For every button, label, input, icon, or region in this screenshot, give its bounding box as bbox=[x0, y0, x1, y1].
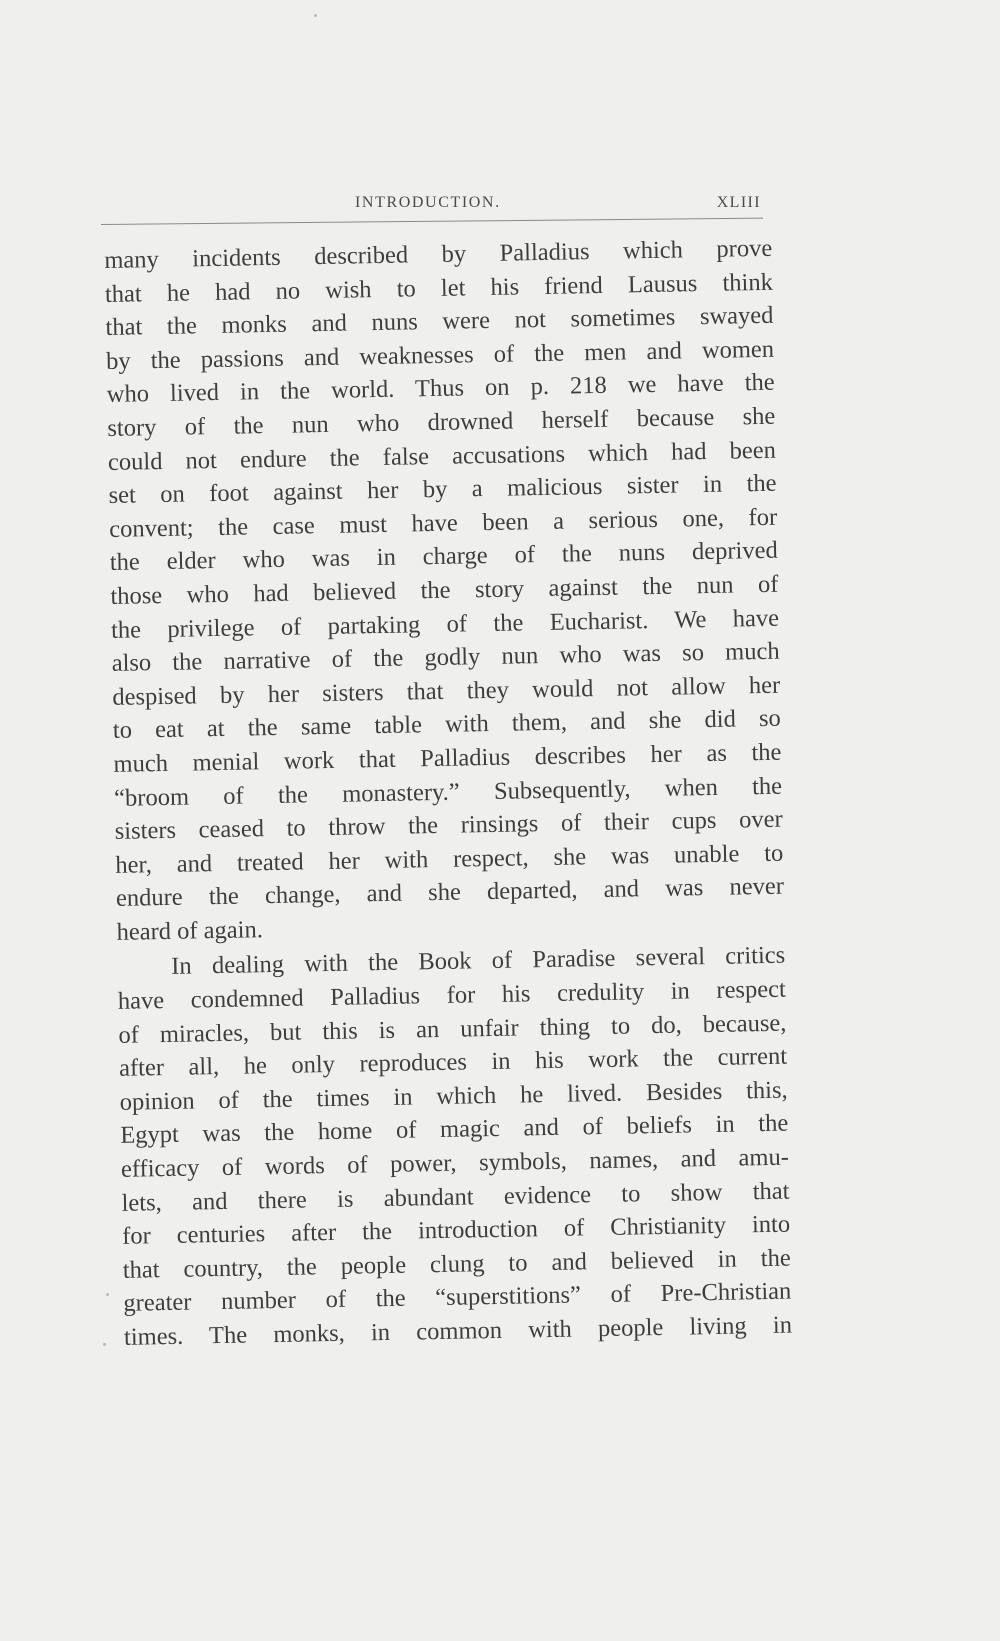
text-line: Egypt was the home of magic and of beliefs in the bbox=[120, 1110, 789, 1150]
page-number: XLIII bbox=[716, 194, 761, 211]
text-line: after all, he only reproduces in his work the current bbox=[118, 1042, 788, 1083]
paragraph bbox=[117, 937, 792, 1354]
text-line: the privilege of partaking of the Eucharist. We have bbox=[110, 604, 780, 644]
text-line: the elder who was in charge of the nuns deprived bbox=[109, 537, 778, 577]
text-line: for centuries after the introduction of Christianity into bbox=[121, 1210, 791, 1251]
text-line: endure the change, and she departed, and was never bbox=[115, 872, 785, 913]
paper-speck bbox=[314, 14, 317, 17]
text-line: her, and treated her with respect, she was unable to bbox=[115, 839, 784, 879]
text-line: times. The monks, in common with people living in bbox=[123, 1311, 793, 1351]
text-line: much menial work that Palladius describes her as the bbox=[113, 738, 782, 778]
text-line: to eat at the same table with them, and she did so bbox=[112, 704, 782, 745]
running-head bbox=[103, 194, 763, 216]
text-line: who lived in the world. Thus on p. 218 we have the bbox=[106, 369, 775, 409]
text-line: set on foot against her by a malicious sister in the bbox=[108, 469, 777, 510]
text-line: despised by her sisters that they would not allow her bbox=[112, 671, 781, 711]
text-line: convent; the case must have been a serious one, for bbox=[108, 503, 778, 543]
text-line: sisters ceased to throw the rinsings of their cups over bbox=[114, 805, 783, 845]
text-line: those who had believed the story against the nun of bbox=[110, 570, 779, 610]
text-line: also the narrative of the godly nun who was so much bbox=[111, 637, 780, 678]
text-line: by the passions and weaknesses of the men and women bbox=[105, 335, 775, 375]
text-line: that country, the people clung to and believed in the bbox=[122, 1244, 791, 1284]
paper-speck bbox=[106, 1293, 109, 1296]
text-line: of miracles, but this is an unfair thing to do, because, bbox=[118, 1009, 787, 1049]
paragraph bbox=[104, 232, 785, 950]
running-title: INTRODUCTION. bbox=[355, 194, 501, 211]
text-line: that the monks and nuns were not sometimes swayed bbox=[105, 301, 774, 342]
text-line: many incidents described by Palladius which prove bbox=[104, 234, 773, 274]
text-line: that he had no wish to let his friend Lausus think bbox=[104, 268, 774, 308]
text-line: In dealing with the Book of Paradise several critics bbox=[171, 942, 786, 981]
text-line: opinion of the times in which he lived. Besides this, bbox=[119, 1076, 788, 1116]
paper-speck bbox=[103, 1343, 106, 1346]
text-line: greater number of the “superstitions” of Pre-Christian bbox=[123, 1277, 792, 1318]
text-line: story of the nun who drowned herself because she bbox=[107, 402, 776, 442]
body-text bbox=[104, 232, 792, 1355]
text-line: lets, and there is abundant evidence to show that bbox=[121, 1177, 790, 1217]
header-rule bbox=[101, 218, 763, 225]
text-line: efficacy of words of power, symbols, names, and amu- bbox=[120, 1143, 790, 1183]
text-line: “broom of the monastery.” Subsequently, when the bbox=[113, 772, 783, 812]
text-line: heard of again. bbox=[116, 916, 264, 946]
text-line: could not endure the false accusations which had been bbox=[107, 436, 777, 476]
text-line: have condemned Palladius for his credulity in respect bbox=[117, 975, 787, 1015]
